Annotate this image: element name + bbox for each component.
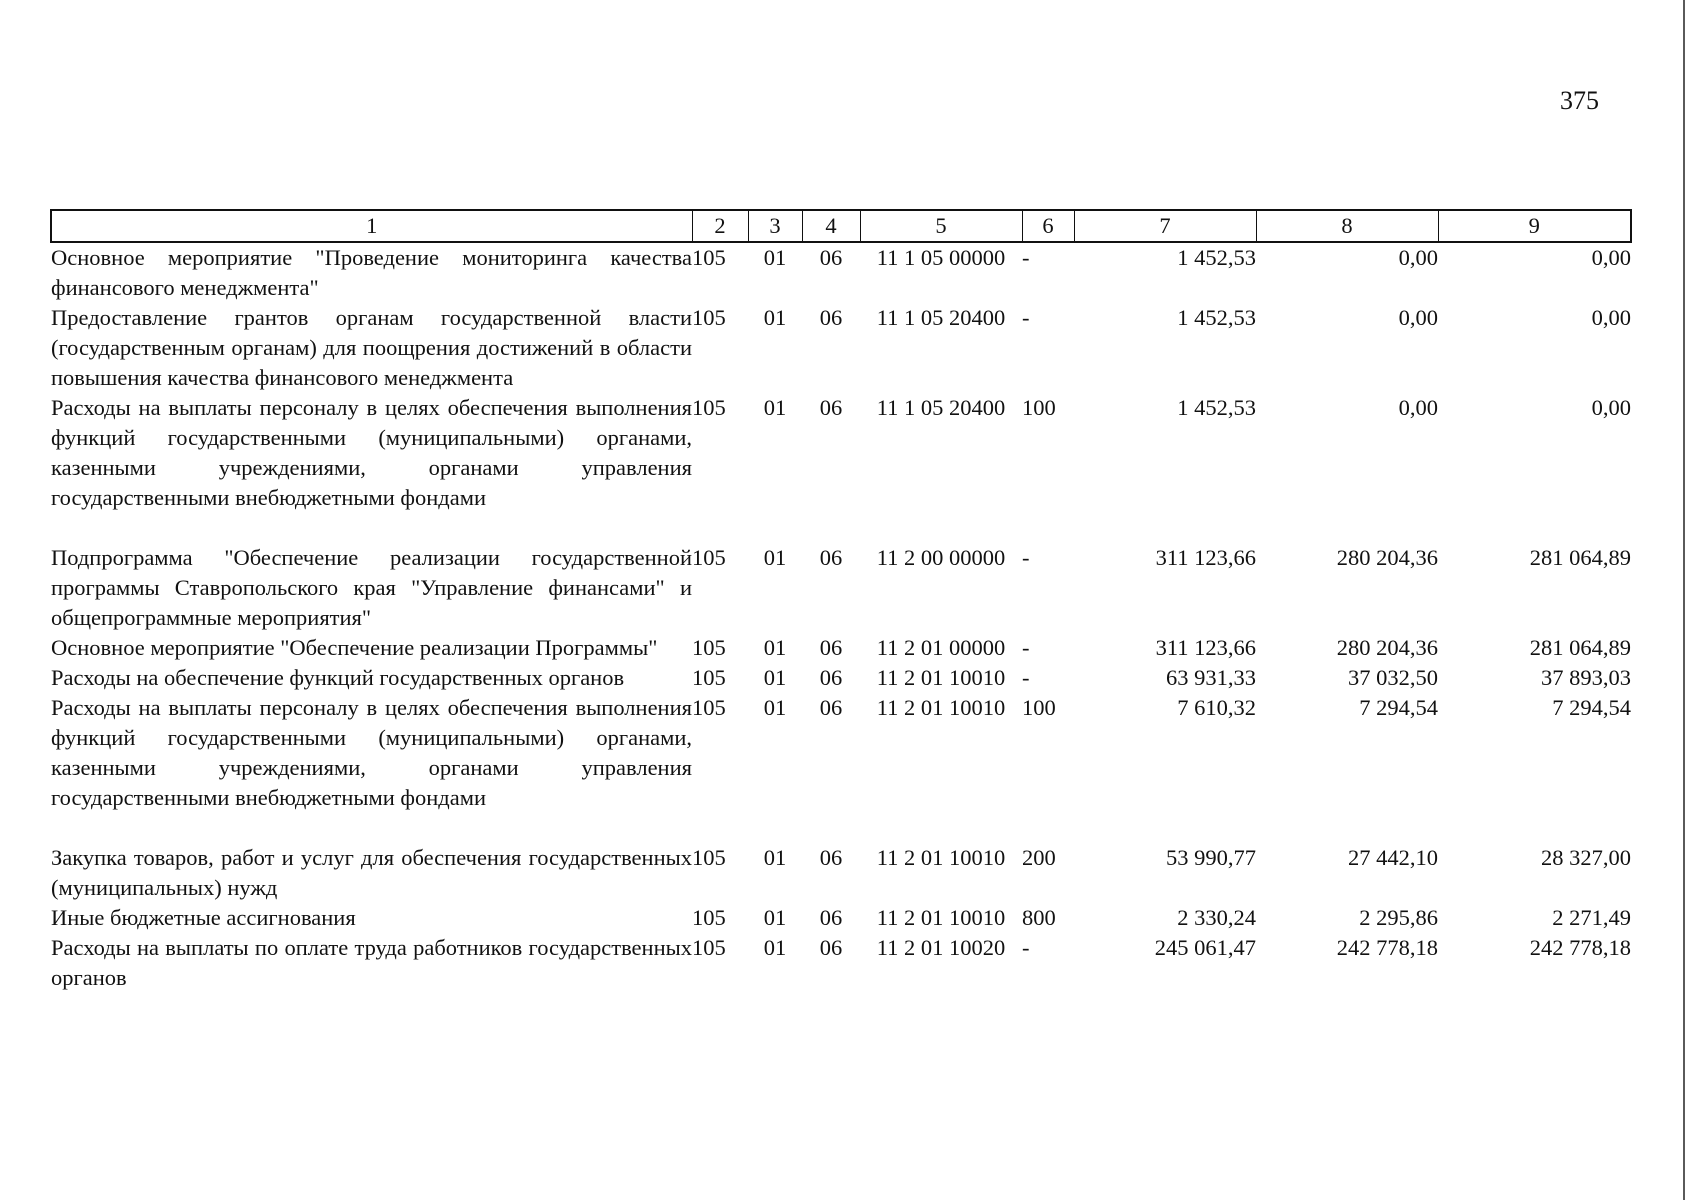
amount-col-9: 0,00 — [1591, 245, 1631, 270]
ministry-code: 105 — [692, 245, 726, 270]
amount-col-8: 280 204,36 — [1336, 635, 1438, 660]
ministry-code: 105 — [692, 935, 726, 960]
amount-col-9: 0,00 — [1591, 395, 1631, 420]
amount-col-8: 7 294,54 — [1359, 695, 1438, 720]
subsection-code: 06 — [819, 905, 843, 930]
row-description: Расходы на обеспечение функций государственных органов — [51, 665, 625, 690]
header-col-6: 6 — [1022, 210, 1074, 242]
section-code: 01 — [763, 245, 787, 270]
row-description: Подпрограмма "Обеспечение реализации государственной программы Ставропольского края "Управление финансами" и общепрограммные мероприятия" — [51, 545, 692, 630]
target-article-code: 11 2 01 10010 — [876, 695, 1006, 720]
target-article-code: 11 1 05 20400 — [876, 395, 1006, 420]
target-article-code: 11 2 01 10010 — [876, 665, 1006, 690]
amount-col-8: 0,00 — [1398, 305, 1438, 330]
subsection-code: 06 — [819, 845, 843, 870]
amount-col-9: 0,00 — [1591, 305, 1631, 330]
amount-col-9: 2 271,49 — [1552, 905, 1631, 930]
table-row — [51, 393, 1631, 543]
ministry-code: 105 — [692, 635, 726, 660]
amount-col-8: 0,00 — [1398, 395, 1438, 420]
section-code: 01 — [763, 905, 787, 930]
amount-col-9: 28 327,00 — [1541, 845, 1631, 870]
table-row — [51, 543, 1631, 633]
expense-type-code: - — [1022, 245, 1030, 270]
table-row — [51, 693, 1631, 843]
ministry-code: 105 — [692, 695, 726, 720]
amount-col-8: 37 032,50 — [1348, 665, 1438, 690]
target-article-code: 11 1 05 00000 — [876, 245, 1006, 270]
header-col-7: 7 — [1074, 210, 1256, 242]
subsection-code: 06 — [819, 665, 843, 690]
amount-col-9: 281 064,89 — [1529, 545, 1631, 570]
amount-col-9: 7 294,54 — [1552, 695, 1631, 720]
ministry-code: 105 — [692, 305, 726, 330]
header-col-5: 5 — [860, 210, 1022, 242]
row-description: Основное мероприятие "Проведение мониторинга качества финансового менеджмента" — [51, 245, 692, 300]
budget-table — [50, 209, 1632, 993]
ministry-code: 105 — [692, 545, 726, 570]
table-row — [51, 633, 1631, 663]
subsection-code: 06 — [819, 695, 843, 720]
section-code: 01 — [763, 545, 787, 570]
table-row — [51, 303, 1631, 393]
header-row — [51, 210, 1631, 242]
table-row — [51, 663, 1631, 693]
amount-col-7: 311 123,66 — [1155, 545, 1256, 570]
row-description: Основное мероприятие "Обеспечение реализации Программы" — [51, 635, 658, 660]
target-article-code: 11 1 05 20400 — [876, 305, 1006, 330]
amount-col-7: 1 452,53 — [1177, 305, 1256, 330]
section-code: 01 — [763, 305, 787, 330]
header-col-1: 1 — [51, 210, 692, 242]
section-code: 01 — [763, 395, 787, 420]
expense-type-code: - — [1022, 305, 1030, 330]
row-description: Расходы на выплаты по оплате труда работников государственных органов — [51, 935, 692, 990]
table-row — [51, 933, 1631, 993]
subsection-code: 06 — [819, 935, 843, 960]
amount-col-7: 1 452,53 — [1177, 395, 1256, 420]
section-code: 01 — [763, 665, 787, 690]
header-col-3: 3 — [748, 210, 802, 242]
amount-col-9: 281 064,89 — [1529, 635, 1631, 660]
target-article-code: 11 2 01 10010 — [876, 905, 1006, 930]
expense-type-code: - — [1022, 635, 1030, 660]
amount-col-7: 245 061,47 — [1154, 935, 1256, 960]
header-col-9: 9 — [1438, 210, 1631, 242]
ministry-code: 105 — [692, 845, 726, 870]
amount-col-7: 63 931,33 — [1166, 665, 1256, 690]
subsection-code: 06 — [819, 305, 843, 330]
expense-type-code: 200 — [1022, 845, 1056, 870]
amount-col-8: 280 204,36 — [1336, 545, 1438, 570]
subsection-code: 06 — [819, 635, 843, 660]
ministry-code: 105 — [692, 905, 726, 930]
ministry-code: 105 — [692, 395, 726, 420]
target-article-code: 11 2 01 10020 — [876, 935, 1006, 960]
subsection-code: 06 — [819, 245, 843, 270]
row-description: Расходы на выплаты персоналу в целях обеспечения выполнения функций государственными (муниципальными) органами, казенными учреждениями, органами управления государственными внебюджетными фондами — [51, 395, 692, 510]
section-code: 01 — [763, 845, 787, 870]
amount-col-8: 27 442,10 — [1348, 845, 1438, 870]
table-row — [51, 242, 1631, 303]
subsection-code: 06 — [819, 395, 843, 420]
amount-col-8: 2 295,86 — [1359, 905, 1438, 930]
amount-col-7: 53 990,77 — [1166, 845, 1256, 870]
section-code: 01 — [763, 935, 787, 960]
amount-col-7: 311 123,66 — [1155, 635, 1256, 660]
expense-type-code: 100 — [1022, 695, 1056, 720]
amount-col-9: 242 778,18 — [1529, 935, 1631, 960]
subsection-code: 06 — [819, 545, 843, 570]
amount-col-7: 7 610,32 — [1177, 695, 1256, 720]
header-col-8: 8 — [1256, 210, 1438, 242]
header-col-4: 4 — [802, 210, 860, 242]
row-description: Предоставление грантов органам государственной власти (государственным органам) для поощрения достижений в области повышения качества финансового менеджмента — [51, 305, 692, 390]
section-code: 01 — [763, 635, 787, 660]
ministry-code: 105 — [692, 665, 726, 690]
amount-col-7: 1 452,53 — [1177, 245, 1256, 270]
expense-type-code: 800 — [1022, 905, 1056, 930]
row-description: Иные бюджетные ассигнования — [51, 905, 356, 930]
table-row — [51, 903, 1631, 933]
row-description: Расходы на выплаты персоналу в целях обеспечения выполнения функций государственными (муниципальными) органами, казенными учреждениями, органами управления государственными внебюджетными фондами — [51, 695, 692, 810]
expense-type-code: - — [1022, 935, 1030, 960]
row-description: Закупка товаров, работ и услуг для обеспечения государственных (муниципальных) нужд — [51, 845, 692, 900]
expense-type-code: 100 — [1022, 395, 1056, 420]
target-article-code: 11 2 01 00000 — [876, 635, 1006, 660]
target-article-code: 11 2 00 00000 — [876, 545, 1006, 570]
target-article-code: 11 2 01 10010 — [876, 845, 1006, 870]
table-row — [51, 843, 1631, 903]
expense-type-code: - — [1022, 545, 1030, 570]
amount-col-9: 37 893,03 — [1541, 665, 1631, 690]
header-col-2: 2 — [692, 210, 748, 242]
page-edge-line — [1683, 0, 1685, 1200]
page-number: 375 — [1560, 86, 1599, 115]
section-code: 01 — [763, 695, 787, 720]
expense-type-code: - — [1022, 665, 1030, 690]
amount-col-8: 0,00 — [1398, 245, 1438, 270]
amount-col-7: 2 330,24 — [1177, 905, 1256, 930]
amount-col-8: 242 778,18 — [1336, 935, 1438, 960]
